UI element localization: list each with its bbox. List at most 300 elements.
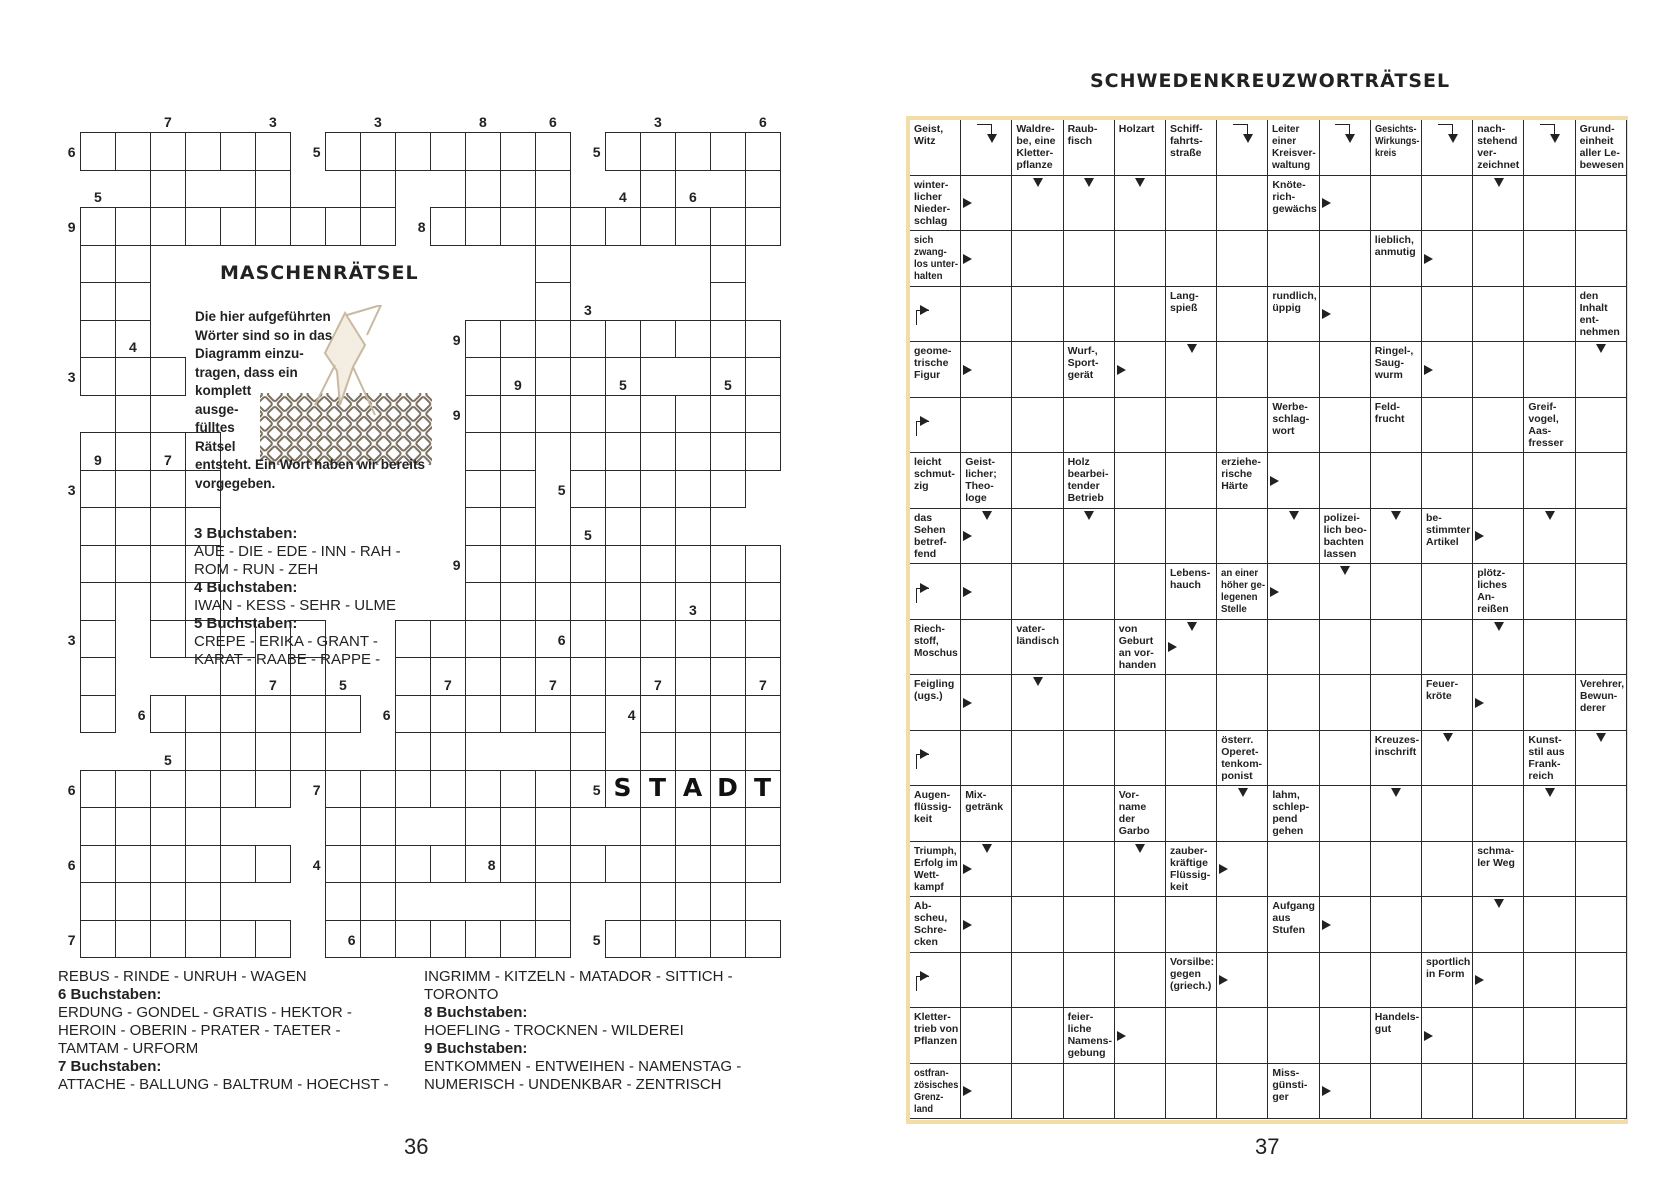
grid-cell[interactable] <box>185 920 221 959</box>
answer-cell[interactable] <box>1012 1064 1063 1120</box>
grid-cell[interactable] <box>710 807 746 846</box>
grid-cell[interactable] <box>465 132 501 171</box>
answer-cell[interactable] <box>1473 231 1524 287</box>
answer-cell[interactable] <box>1576 897 1627 953</box>
answer-cell[interactable] <box>1115 509 1166 565</box>
grid-cell[interactable] <box>605 132 641 171</box>
grid-cell[interactable] <box>185 882 221 921</box>
grid-cell[interactable] <box>80 807 116 846</box>
answer-cell[interactable] <box>1422 620 1473 676</box>
grid-cell[interactable] <box>465 320 501 359</box>
grid-cell[interactable] <box>605 657 641 696</box>
answer-cell[interactable] <box>961 287 1012 343</box>
grid-cell[interactable] <box>185 845 221 884</box>
grid-cell[interactable] <box>640 845 676 884</box>
grid-cell[interactable] <box>675 207 711 246</box>
answer-cell[interactable] <box>1576 509 1627 565</box>
answer-cell[interactable] <box>1166 897 1217 953</box>
grid-cell[interactable] <box>710 395 746 434</box>
answer-cell[interactable] <box>1422 176 1473 232</box>
grid-cell[interactable] <box>570 545 606 584</box>
answer-cell[interactable] <box>1115 897 1166 953</box>
answer-cell[interactable] <box>1524 287 1575 343</box>
grid-cell[interactable] <box>640 545 676 584</box>
grid-cell[interactable] <box>360 170 396 209</box>
answer-cell[interactable] <box>1371 176 1422 232</box>
answer-cell[interactable] <box>1320 675 1371 731</box>
grid-cell[interactable] <box>80 357 116 396</box>
grid-cell[interactable] <box>535 920 571 959</box>
grid-cell[interactable] <box>640 470 676 509</box>
answer-cell[interactable] <box>1012 342 1063 398</box>
grid-cell[interactable] <box>150 545 186 584</box>
grid-cell[interactable] <box>430 695 466 734</box>
answer-cell[interactable] <box>1320 1008 1371 1064</box>
grid-cell[interactable] <box>220 845 256 884</box>
answer-cell[interactable] <box>1473 398 1524 454</box>
answer-cell[interactable] <box>1012 786 1063 842</box>
answer-cell[interactable] <box>1115 398 1166 454</box>
grid-cell[interactable] <box>605 320 641 359</box>
answer-cell[interactable] <box>1115 564 1166 620</box>
grid-cell[interactable] <box>185 732 221 771</box>
grid-cell[interactable] <box>150 920 186 959</box>
grid-cell[interactable] <box>80 470 116 509</box>
answer-cell[interactable] <box>1115 453 1166 509</box>
answer-cell[interactable] <box>1576 564 1627 620</box>
grid-cell[interactable] <box>710 845 746 884</box>
grid-cell[interactable] <box>325 845 361 884</box>
grid-cell[interactable] <box>430 920 466 959</box>
answer-cell[interactable] <box>1524 231 1575 287</box>
grid-cell[interactable] <box>220 770 256 809</box>
grid-cell[interactable] <box>465 807 501 846</box>
answer-cell[interactable] <box>1422 287 1473 343</box>
grid-cell[interactable] <box>675 545 711 584</box>
grid-cell[interactable] <box>745 582 781 621</box>
answer-cell[interactable] <box>1268 620 1319 676</box>
answer-cell[interactable] <box>1115 287 1166 343</box>
grid-cell[interactable] <box>150 470 186 509</box>
grid-cell[interactable] <box>710 920 746 959</box>
answer-cell[interactable] <box>1217 897 1268 953</box>
grid-cell[interactable] <box>675 657 711 696</box>
answer-cell[interactable] <box>1064 1064 1115 1120</box>
answer-cell[interactable] <box>1064 564 1115 620</box>
answer-cell[interactable] <box>1524 953 1575 1009</box>
grid-cell[interactable] <box>80 507 116 546</box>
grid-cell[interactable] <box>80 920 116 959</box>
grid-cell[interactable] <box>675 695 711 734</box>
grid-cell[interactable] <box>220 132 256 171</box>
grid-cell[interactable] <box>150 582 186 621</box>
grid-cell[interactable] <box>535 395 571 434</box>
grid-cell[interactable] <box>115 545 151 584</box>
grid-cell[interactable] <box>185 770 221 809</box>
grid-cell[interactable] <box>150 357 186 396</box>
grid-cell[interactable] <box>360 920 396 959</box>
grid-cell[interactable] <box>640 207 676 246</box>
answer-cell[interactable] <box>1115 231 1166 287</box>
answer-cell[interactable] <box>1217 675 1268 731</box>
grid-cell[interactable] <box>500 470 536 509</box>
grid-cell[interactable] <box>115 507 151 546</box>
grid-cell[interactable] <box>640 807 676 846</box>
grid-cell[interactable] <box>710 620 746 659</box>
answer-cell[interactable] <box>1012 287 1063 343</box>
grid-cell[interactable] <box>745 170 781 209</box>
answer-cell[interactable] <box>1371 453 1422 509</box>
answer-cell[interactable] <box>1320 731 1371 787</box>
answer-cell[interactable] <box>1320 231 1371 287</box>
answer-cell[interactable] <box>1217 1064 1268 1120</box>
grid-cell[interactable] <box>220 695 256 734</box>
answer-cell[interactable] <box>1012 398 1063 454</box>
grid-cell[interactable] <box>535 695 571 734</box>
grid-cell[interactable] <box>80 770 116 809</box>
grid-cell[interactable] <box>500 920 536 959</box>
answer-cell[interactable] <box>1422 398 1473 454</box>
answer-cell[interactable] <box>1320 342 1371 398</box>
grid-cell[interactable] <box>150 132 186 171</box>
grid-cell[interactable] <box>500 770 536 809</box>
answer-cell[interactable] <box>1473 731 1524 787</box>
grid-cell[interactable] <box>640 920 676 959</box>
grid-cell[interactable] <box>535 170 571 209</box>
answer-cell[interactable] <box>1064 231 1115 287</box>
grid-cell[interactable] <box>500 507 536 546</box>
grid-cell[interactable] <box>220 732 256 771</box>
grid-cell[interactable] <box>395 132 431 171</box>
grid-cell[interactable] <box>80 695 116 734</box>
answer-cell[interactable] <box>1217 1008 1268 1064</box>
answer-cell[interactable] <box>1422 842 1473 898</box>
answer-cell[interactable] <box>1473 453 1524 509</box>
answer-cell[interactable] <box>1115 731 1166 787</box>
answer-cell[interactable] <box>1524 897 1575 953</box>
grid-cell[interactable] <box>605 395 641 434</box>
answer-cell[interactable] <box>1064 953 1115 1009</box>
answer-cell[interactable] <box>1473 287 1524 343</box>
grid-cell[interactable] <box>675 320 711 359</box>
answer-cell[interactable] <box>1371 564 1422 620</box>
grid-cell[interactable] <box>640 170 676 209</box>
grid-cell[interactable] <box>255 845 291 884</box>
answer-cell[interactable] <box>1012 564 1063 620</box>
grid-cell[interactable] <box>675 132 711 171</box>
grid-cell[interactable] <box>535 845 571 884</box>
answer-cell[interactable] <box>961 731 1012 787</box>
answer-cell[interactable] <box>1320 398 1371 454</box>
answer-cell[interactable] <box>1473 342 1524 398</box>
grid-cell[interactable] <box>570 732 606 771</box>
answer-cell[interactable] <box>1166 231 1217 287</box>
grid-cell[interactable] <box>675 920 711 959</box>
answer-cell[interactable] <box>1268 231 1319 287</box>
answer-cell[interactable] <box>1064 620 1115 676</box>
answer-cell[interactable] <box>1166 786 1217 842</box>
grid-cell[interactable] <box>500 845 536 884</box>
grid-cell[interactable] <box>465 207 501 246</box>
grid-cell[interactable] <box>465 920 501 959</box>
grid-cell[interactable] <box>745 357 781 396</box>
answer-cell[interactable] <box>1166 509 1217 565</box>
answer-cell[interactable] <box>1217 509 1268 565</box>
grid-cell[interactable] <box>535 282 571 321</box>
grid-cell[interactable] <box>150 882 186 921</box>
grid-cell[interactable] <box>80 320 116 359</box>
grid-cell[interactable] <box>465 507 501 546</box>
grid-cell[interactable] <box>150 507 186 546</box>
answer-cell[interactable] <box>1012 231 1063 287</box>
grid-cell[interactable] <box>360 807 396 846</box>
grid-cell[interactable] <box>80 282 116 321</box>
answer-cell[interactable] <box>1268 953 1319 1009</box>
answer-cell[interactable] <box>1576 231 1627 287</box>
grid-cell[interactable] <box>535 207 571 246</box>
answer-cell[interactable] <box>1320 453 1371 509</box>
grid-cell[interactable] <box>150 770 186 809</box>
answer-cell[interactable] <box>1576 176 1627 232</box>
grid-cell[interactable] <box>395 920 431 959</box>
answer-cell[interactable] <box>1576 842 1627 898</box>
grid-cell[interactable] <box>185 207 221 246</box>
answer-cell[interactable] <box>1422 564 1473 620</box>
grid-cell[interactable] <box>465 395 501 434</box>
answer-cell[interactable] <box>1371 620 1422 676</box>
answer-cell[interactable] <box>1012 509 1063 565</box>
grid-cell[interactable] <box>675 470 711 509</box>
answer-cell[interactable] <box>1012 897 1063 953</box>
answer-cell[interactable] <box>1524 1008 1575 1064</box>
grid-cell[interactable] <box>255 170 291 209</box>
answer-cell[interactable] <box>1166 731 1217 787</box>
grid-cell[interactable] <box>640 732 676 771</box>
grid-cell[interactable] <box>675 620 711 659</box>
grid-cell[interactable] <box>675 432 711 471</box>
grid-cell[interactable] <box>605 620 641 659</box>
grid-cell[interactable] <box>465 770 501 809</box>
grid-cell[interactable] <box>80 545 116 584</box>
grid-cell[interactable] <box>430 207 466 246</box>
grid-cell[interactable] <box>745 545 781 584</box>
grid-cell[interactable] <box>80 882 116 921</box>
grid-cell[interactable] <box>605 507 641 546</box>
grid-cell[interactable] <box>290 695 326 734</box>
grid-cell[interactable] <box>745 207 781 246</box>
grid-cell[interactable] <box>710 245 746 284</box>
grid-cell[interactable] <box>745 132 781 171</box>
grid-cell[interactable] <box>500 320 536 359</box>
answer-cell[interactable] <box>1012 1008 1063 1064</box>
grid-cell[interactable] <box>325 882 361 921</box>
grid-cell[interactable] <box>535 245 571 284</box>
grid-cell[interactable] <box>150 695 186 734</box>
grid-cell[interactable] <box>710 882 746 921</box>
grid-cell[interactable] <box>605 432 641 471</box>
grid-cell[interactable] <box>640 132 676 171</box>
grid-cell[interactable] <box>465 432 501 471</box>
grid-cell[interactable] <box>430 732 466 771</box>
grid-cell[interactable] <box>535 357 571 396</box>
answer-cell[interactable] <box>1166 1008 1217 1064</box>
grid-cell[interactable] <box>710 320 746 359</box>
grid-cell[interactable] <box>80 582 116 621</box>
grid-cell[interactable] <box>640 882 676 921</box>
answer-cell[interactable] <box>1268 731 1319 787</box>
grid-cell[interactable] <box>290 732 326 771</box>
grid-cell[interactable] <box>115 432 151 471</box>
grid-cell[interactable] <box>710 282 746 321</box>
answer-cell[interactable] <box>1268 342 1319 398</box>
grid-cell[interactable] <box>745 320 781 359</box>
grid-cell[interactable] <box>535 582 571 621</box>
grid-cell[interactable] <box>500 545 536 584</box>
answer-cell[interactable] <box>1422 786 1473 842</box>
grid-cell[interactable] <box>325 695 361 734</box>
grid-cell[interactable] <box>465 357 501 396</box>
answer-cell[interactable] <box>1422 453 1473 509</box>
answer-cell[interactable] <box>1064 786 1115 842</box>
grid-cell[interactable] <box>465 470 501 509</box>
answer-cell[interactable] <box>1012 453 1063 509</box>
grid-cell[interactable] <box>255 695 291 734</box>
answer-cell[interactable] <box>1524 453 1575 509</box>
grid-cell[interactable] <box>675 507 711 546</box>
grid-cell[interactable] <box>535 132 571 171</box>
answer-cell[interactable] <box>1524 620 1575 676</box>
grid-cell[interactable] <box>430 845 466 884</box>
answer-cell[interactable] <box>961 953 1012 1009</box>
grid-cell[interactable] <box>745 395 781 434</box>
answer-cell[interactable] <box>1371 953 1422 1009</box>
answer-cell[interactable] <box>1217 287 1268 343</box>
answer-cell[interactable] <box>1217 231 1268 287</box>
answer-cell[interactable] <box>1524 342 1575 398</box>
answer-cell[interactable] <box>1524 564 1575 620</box>
grid-cell[interactable] <box>360 770 396 809</box>
answer-cell[interactable] <box>961 620 1012 676</box>
grid-cell[interactable] <box>395 770 431 809</box>
grid-cell[interactable] <box>325 132 361 171</box>
grid-cell[interactable] <box>745 920 781 959</box>
answer-cell[interactable] <box>1115 675 1166 731</box>
grid-cell[interactable] <box>745 845 781 884</box>
grid-cell[interactable] <box>115 845 151 884</box>
grid-cell[interactable] <box>710 657 746 696</box>
answer-cell[interactable] <box>1217 620 1268 676</box>
grid-cell[interactable] <box>80 845 116 884</box>
grid-cell[interactable] <box>395 845 431 884</box>
answer-cell[interactable] <box>1268 675 1319 731</box>
answer-cell[interactable] <box>1217 342 1268 398</box>
grid-cell[interactable] <box>430 620 466 659</box>
grid-cell[interactable] <box>115 920 151 959</box>
grid-cell[interactable] <box>185 807 221 846</box>
grid-cell[interactable] <box>255 770 291 809</box>
answer-cell[interactable] <box>1371 287 1422 343</box>
grid-cell[interactable] <box>150 620 186 659</box>
grid-cell[interactable] <box>115 395 151 434</box>
grid-cell[interactable] <box>605 582 641 621</box>
answer-cell[interactable] <box>1320 786 1371 842</box>
answer-cell[interactable] <box>1371 897 1422 953</box>
grid-cell[interactable] <box>710 545 746 584</box>
answer-cell[interactable] <box>1166 176 1217 232</box>
grid-cell[interactable] <box>535 882 571 921</box>
grid-cell[interactable] <box>745 620 781 659</box>
answer-cell[interactable] <box>1166 1064 1217 1120</box>
answer-cell[interactable] <box>1268 842 1319 898</box>
answer-cell[interactable] <box>1371 1064 1422 1120</box>
grid-cell[interactable] <box>325 807 361 846</box>
grid-cell[interactable] <box>185 132 221 171</box>
grid-cell[interactable] <box>360 132 396 171</box>
grid-cell[interactable] <box>745 695 781 734</box>
grid-cell[interactable] <box>570 620 606 659</box>
answer-cell[interactable] <box>1524 1064 1575 1120</box>
grid-cell[interactable] <box>710 732 746 771</box>
answer-cell[interactable] <box>1064 287 1115 343</box>
grid-cell[interactable] <box>500 207 536 246</box>
grid-cell[interactable] <box>500 620 536 659</box>
answer-cell[interactable] <box>1115 1064 1166 1120</box>
grid-cell[interactable] <box>570 845 606 884</box>
answer-cell[interactable] <box>961 1008 1012 1064</box>
grid-cell[interactable] <box>360 845 396 884</box>
grid-cell[interactable] <box>465 170 501 209</box>
grid-cell[interactable] <box>640 395 676 434</box>
answer-cell[interactable] <box>1473 1008 1524 1064</box>
answer-cell[interactable] <box>1576 953 1627 1009</box>
grid-cell[interactable] <box>115 470 151 509</box>
grid-cell[interactable] <box>325 207 361 246</box>
answer-cell[interactable] <box>1064 398 1115 454</box>
grid-cell[interactable] <box>570 695 606 734</box>
grid-cell[interactable] <box>640 320 676 359</box>
grid-cell[interactable] <box>255 207 291 246</box>
answer-cell[interactable] <box>1064 675 1115 731</box>
grid-cell[interactable] <box>395 695 431 734</box>
grid-cell[interactable] <box>115 245 151 284</box>
answer-cell[interactable] <box>1217 176 1268 232</box>
grid-cell[interactable] <box>80 657 116 696</box>
answer-cell[interactable] <box>1166 453 1217 509</box>
grid-cell[interactable] <box>220 207 256 246</box>
grid-cell[interactable] <box>605 920 641 959</box>
grid-cell[interactable] <box>500 395 536 434</box>
answer-cell[interactable] <box>1422 1064 1473 1120</box>
answer-cell[interactable] <box>1576 398 1627 454</box>
answer-cell[interactable] <box>1320 620 1371 676</box>
grid-cell[interactable] <box>290 207 326 246</box>
answer-cell[interactable] <box>1064 842 1115 898</box>
answer-cell[interactable] <box>1217 398 1268 454</box>
answer-cell[interactable] <box>1524 675 1575 731</box>
answer-cell[interactable] <box>1320 842 1371 898</box>
grid-cell[interactable] <box>430 770 466 809</box>
grid-cell[interactable] <box>710 695 746 734</box>
answer-cell[interactable] <box>1422 897 1473 953</box>
grid-cell[interactable] <box>570 320 606 359</box>
grid-cell[interactable] <box>395 732 431 771</box>
grid-cell[interactable] <box>115 282 151 321</box>
grid-cell[interactable] <box>220 920 256 959</box>
answer-cell[interactable] <box>1064 731 1115 787</box>
answer-cell[interactable] <box>1576 1008 1627 1064</box>
answer-cell[interactable] <box>1012 731 1063 787</box>
grid-cell[interactable] <box>570 395 606 434</box>
